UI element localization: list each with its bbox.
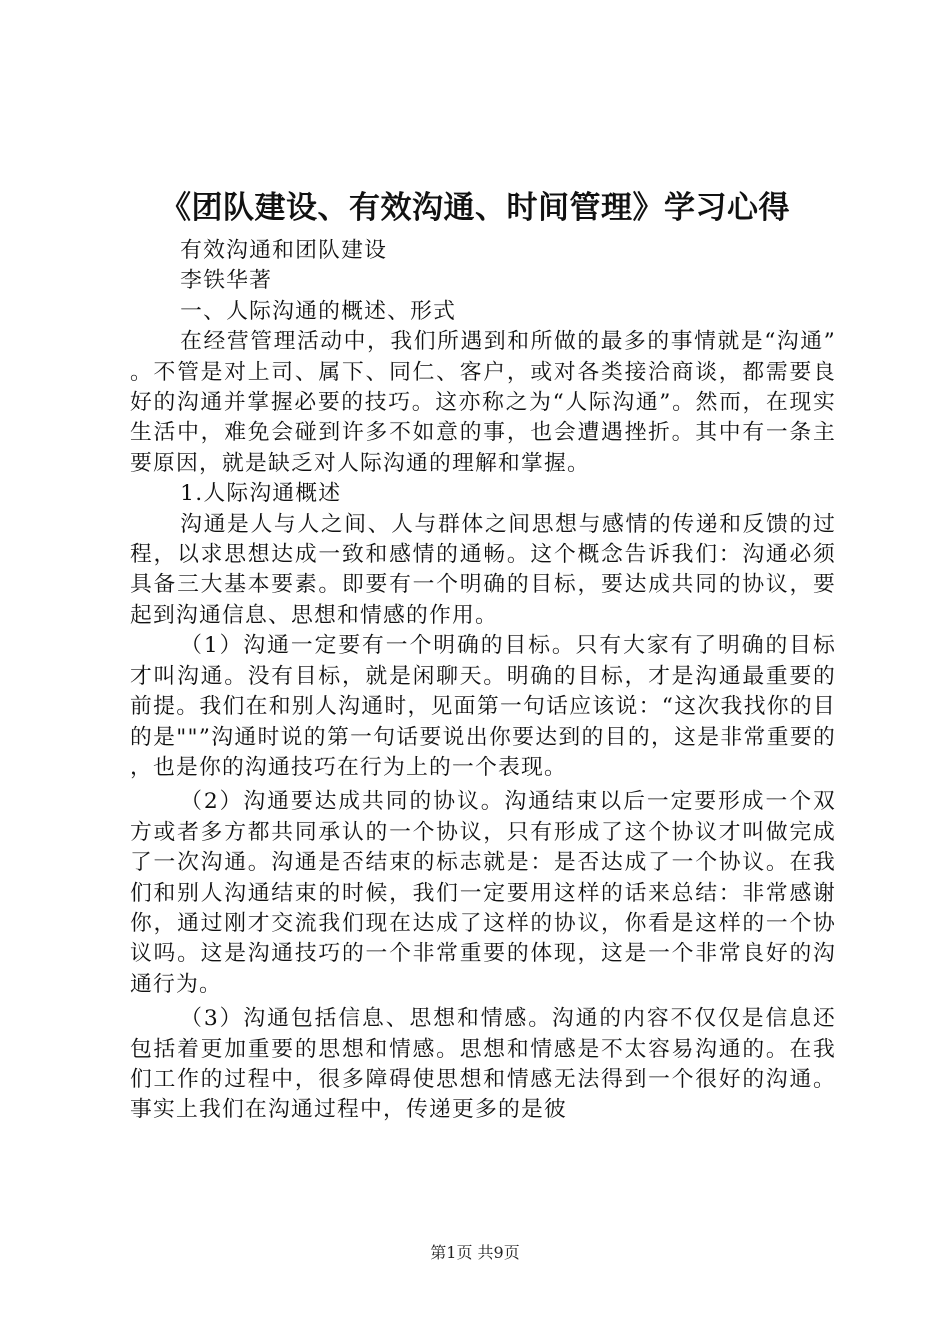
section-heading: 一、人际沟通的概述、形式 bbox=[180, 298, 457, 324]
page-footer: 第1页 共9页 bbox=[430, 1243, 520, 1262]
document-body bbox=[130, 236, 836, 1126]
body-paragraph: （1）沟通一定要有一个明确的目标。只有大家有了明确的目标才叫沟通。没有目标，就是闲聊天。明确的目标，才是沟通最重要的前提。我们在和别人沟通时，见面第一句话应该说：“这次我找你的目的是""”沟通时说的第一句话要说出你要达到的目的，这是非常重要的，也是你的沟通技巧在行为上的一个表现。 bbox=[130, 633, 836, 780]
body-paragraph: （2）沟通要达成共同的协议。沟通结束以后一定要形成一个双方或者多方都共同承认的一个协议，只有形成了这个协议才叫做完成了一次沟通。沟通是否结束的标志就是：是否达成了一个协议。在我们和别人沟通结束的时候，我们一定要用这样的话来总结：非常感谢你，通过刚才交流我们现在达成了这样的协议，你看是这样的一个协议吗。这是沟通技巧的一个非常重要的体现，这是一个非常良好的沟通行为。 bbox=[130, 789, 836, 997]
document-title: 《团队建设、有效沟通、时间管理》学习心得 bbox=[160, 190, 790, 226]
body-paragraph: （3）沟通包括信息、思想和情感。沟通的内容不仅仅是信息还包括着更加重要的思想和情感。思想和情感是不太容易沟通的。在我们工作的过程中，很多障碍使思想和情感无法得到一个很好的沟通。事实上我们在沟通过程中，传递更多的是彼 bbox=[130, 1006, 836, 1123]
body-paragraph: 在经营管理活动中，我们所遇到和所做的最多的事情就是“沟通”。不管是对上司、属下、同仁、客户，或对各类接洽商谈，都需要良好的沟通并掌握必要的技巧。这亦称之为“人际沟通”。然而，在现实生活中，难免会碰到许多不如意的事，也会遭遇挫折。其中有一条主要原因，就是缺乏对人际沟通的理解和掌握。 bbox=[130, 329, 836, 476]
subsection-heading: 1.人际沟通概述 bbox=[180, 481, 342, 507]
body-paragraph: 沟通是人与人之间、人与群体之间思想与感情的传递和反馈的过程，以求思想达成一致和感情的通畅。这个概念告诉我们：沟通必须具备三大基本要素。即要有一个明确的目标，要达成共同的协议，要起到沟通信息、思想和情感的作用。 bbox=[130, 511, 836, 628]
subtitle-paragraph: 有效沟通和团队建设 bbox=[180, 238, 388, 263]
author-paragraph: 李铁华著 bbox=[180, 268, 273, 294]
